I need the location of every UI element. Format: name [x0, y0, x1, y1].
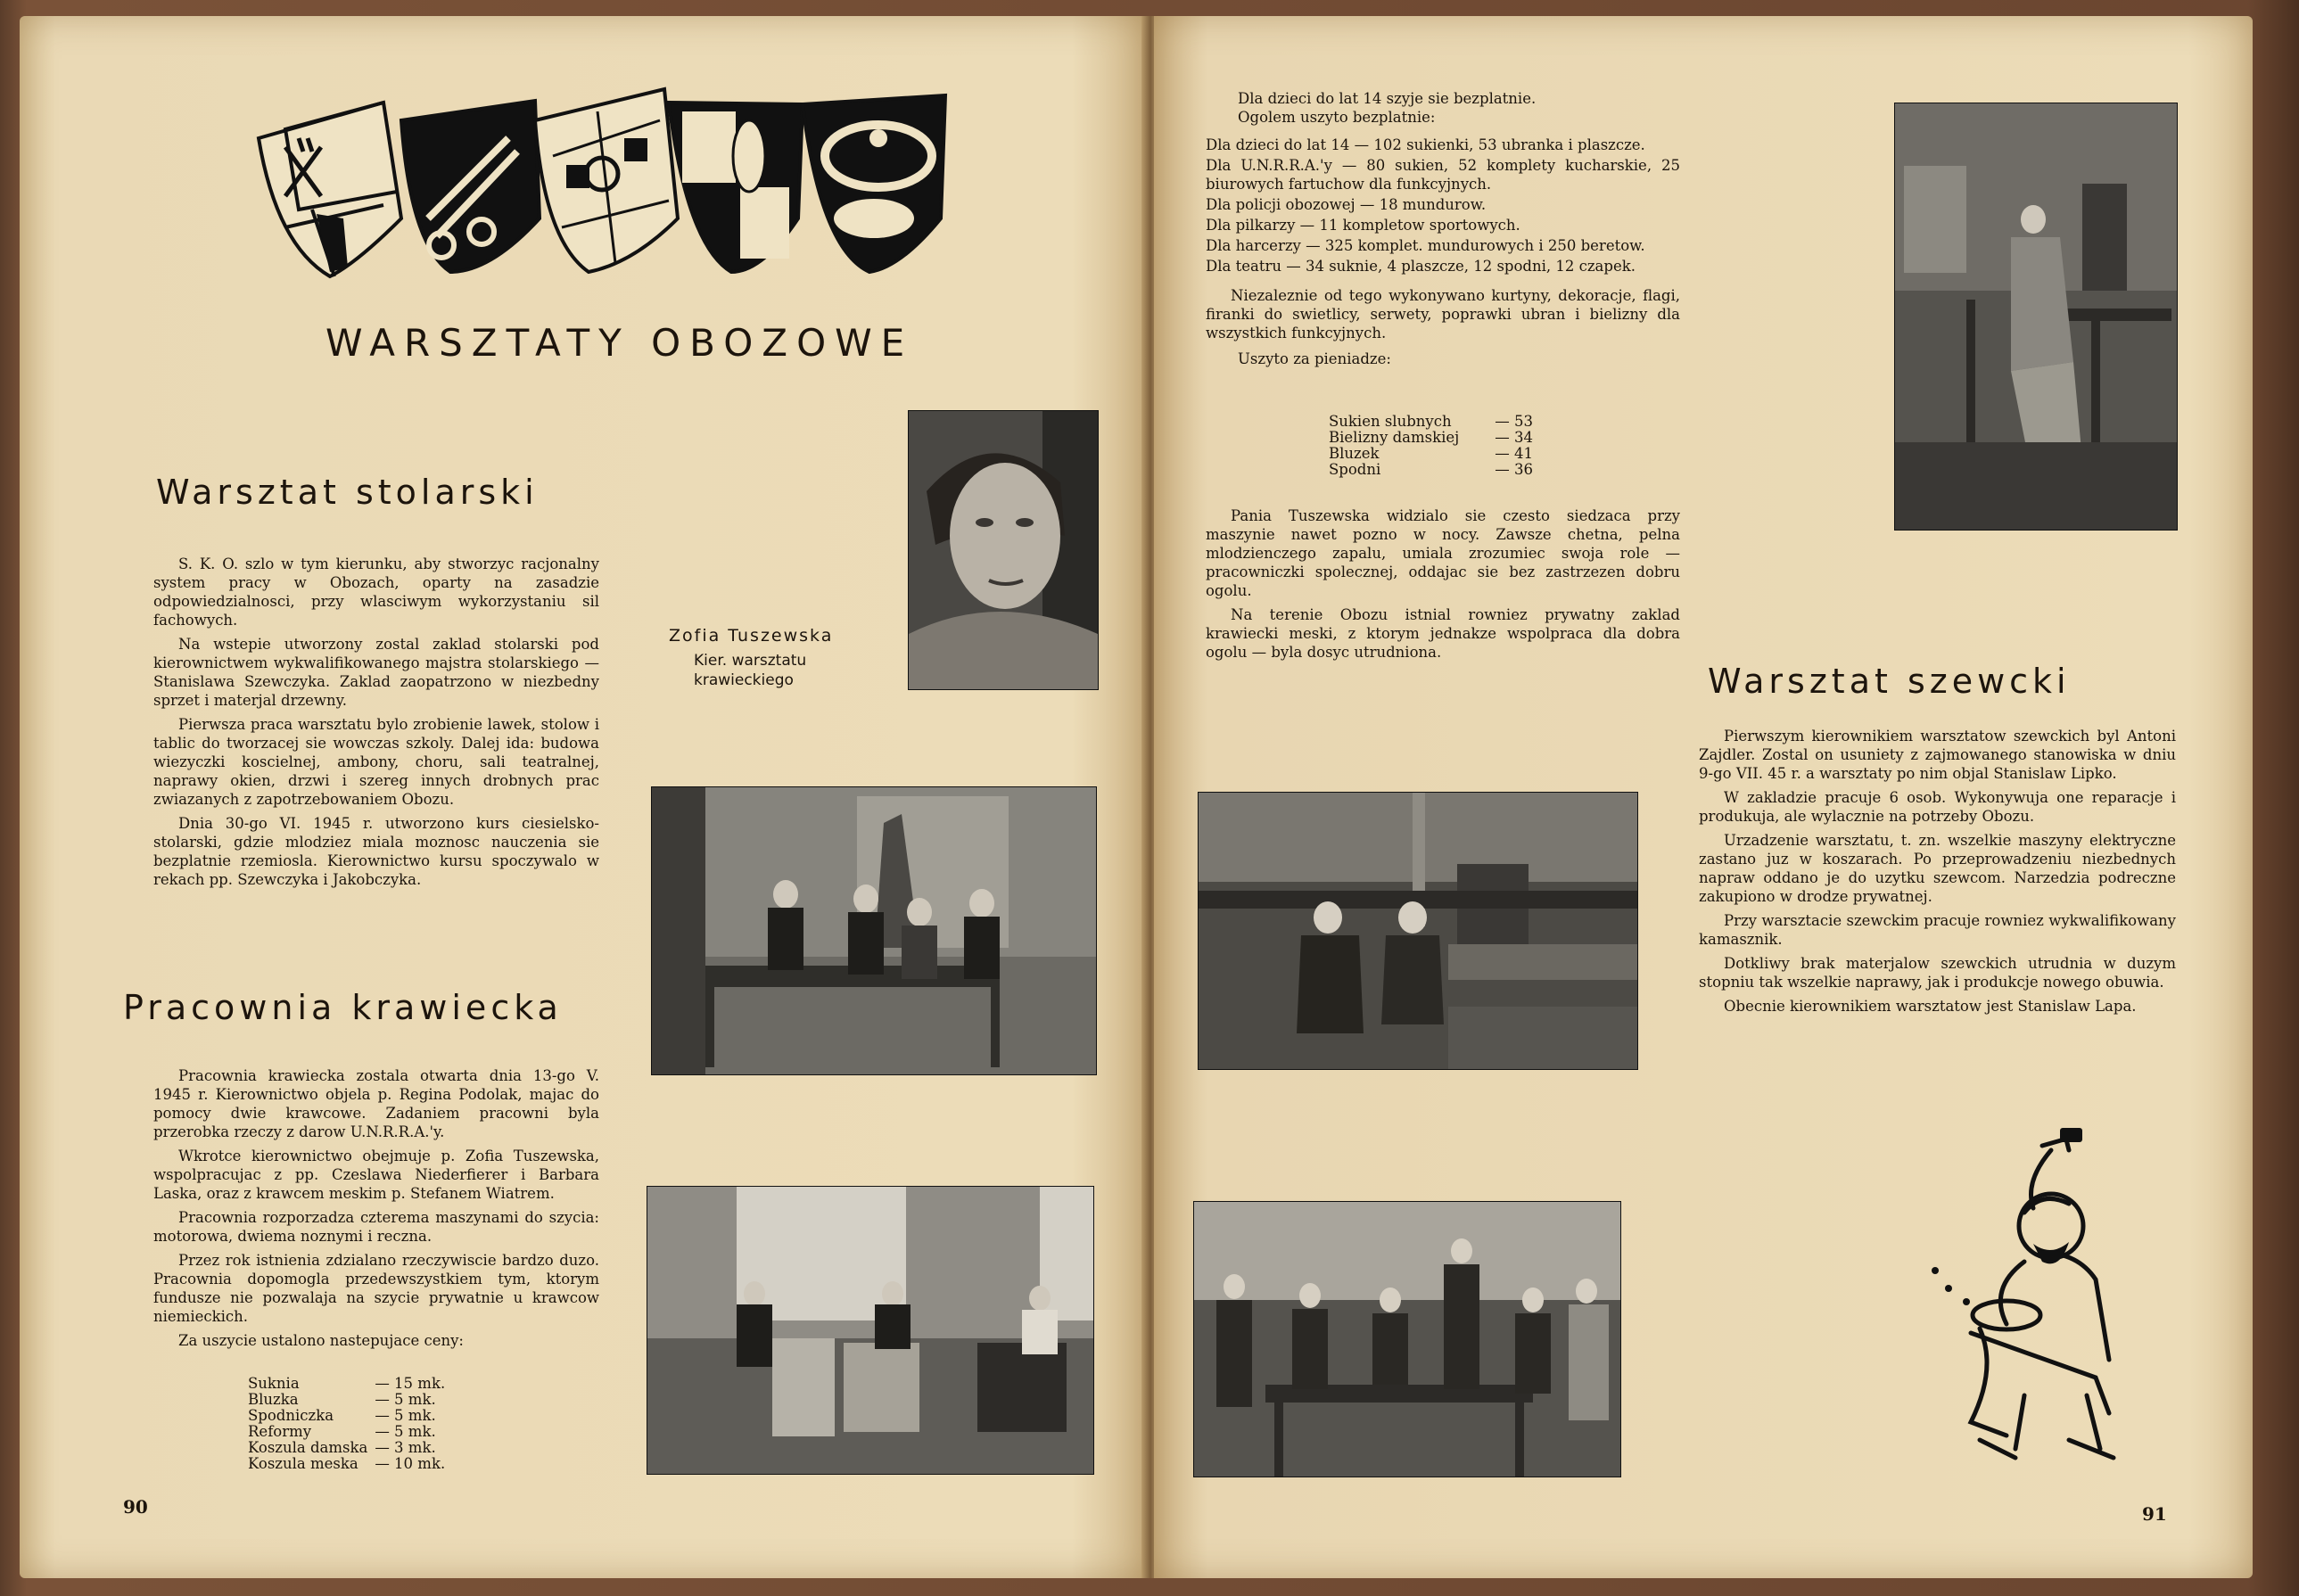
page-number-left: 90 — [123, 1496, 148, 1518]
paragraph: Na terenie Obozu istnial rowniez prywatny zaklad krawiecki meski, z ktorym jednakze wspolpraca dla dobra ogolu — byla dosyc utrudniona. — [1206, 606, 1680, 661]
paragraph: Przez rok istnienia zdzialano rzeczywiscie bardzo duzo. Pracownia dopomogla przedewszystkiem tym, ktorym fundusze nie pozwalaja na szycie prywatnie u krawcow niemieckich. — [153, 1252, 599, 1325]
portrait-caption-role-line1: Kier. warsztatu — [694, 652, 807, 670]
intro-line: Ogolem uszyto bezplatnie: — [1238, 109, 1436, 126]
paragraph: Niezaleznie od tego wykonywano kurtyny, dekoracje, flagi, firanki do swietlicy, serwety, poprawki ubran i bielizny dla wszystkich funkcyjnych. — [1206, 287, 1680, 341]
paragraph: Pracownia rozporzadza czterema maszynami do szycia: motorowa, dwiema noznymi i reczna. — [153, 1209, 599, 1245]
paragraph: Dotkliwy brak materjalow szewckich utrudnia w duzym stopniu tak wszelkie naprawy, jak i produkcje nowego obuwia. — [1699, 955, 2176, 991]
portrait-caption-role-line2: krawieckiego — [694, 671, 794, 689]
cobbler-cartoon-illustration — [1917, 1128, 2167, 1467]
paragraph: W zakladzie pracuje 6 osob. Wykonywuja one reparacje i produkuja, ale wylacznie na potrzeby Obozu. — [1699, 789, 2176, 825]
list-item: Bluzka — 5 mk. — [248, 1391, 436, 1408]
list-item: Dla dzieci do lat 14 — 102 sukienki, 53 ubranka i plaszcze. — [1206, 136, 1645, 153]
paragraph: Obecnie kierownikiem warsztatow jest Stanislaw Lapa. — [1724, 998, 2137, 1015]
paragraph: Urzadzenie warsztatu, t. zn. wszelkie maszyny elektryczne zastano juz w koszarach. Po przeprowadzeniu niezbednych napraw oddano je do uzytku szewcom. Narzedzia podreczne zakupiono w drodze prywatnej. — [1699, 832, 2176, 905]
photo-shoemakers-workshop-interior — [1198, 792, 1638, 1070]
paragraph: Wkrotce kierownictwo obejmuje p. Zofia Tuszewska, wspolpracujac z pp. Czeslawa Niederfierer i Barbara Laska, oraz z krawcem meskim p. Stefanem Wiatrem. — [153, 1148, 599, 1202]
guild-coats-of-arms-illustration — [250, 85, 963, 281]
section-stolarski-text — [153, 555, 599, 894]
section-szewcki-text — [1699, 727, 2176, 1021]
section-krawiecka-text — [153, 1066, 599, 1355]
list-item: Sukien slubnych — 53 — [1329, 413, 1534, 430]
list-item: Suknia — 15 mk. — [248, 1375, 446, 1392]
list-item: Dla harcerzy — 325 komplet. mundurowych i 250 beretow. — [1206, 237, 1645, 254]
list-item: Dla policji obozowej — 18 mundurow. — [1206, 196, 1487, 213]
paragraph: Pierwszym kierownikiem warsztatow szewckich byl Antoni Zajdler. Zostal on usuniety z zajmowanego stanowiska w dniu 9-go VII. 45 r. a warsztaty po nim objal Stanislaw Lipko. — [1699, 728, 2176, 782]
heading-warsztat-szewcki: Warsztat szewcki — [1708, 662, 2071, 701]
list-item: Reformy — 5 mk. — [248, 1423, 436, 1440]
heading-pracownia-krawiecka: Pracownia krawiecka — [123, 988, 563, 1027]
photo-tailoring-workshop — [647, 1186, 1094, 1475]
paragraph: Pania Tuszewska widzialo sie czesto siedzaca przy maszynie nawet pozno w nocy. Zawsze chetna, pelna mlodzienczego zapalu, umiala zrozumiec swoja role — pracowniczki spolecznej, oddajac sie bez zastrzezen dobru ogolu. — [1206, 507, 1680, 599]
price-list — [248, 1376, 452, 1472]
paragraph: Na wstepie utworzony zostal zaklad stolarski pod kierownictwem wykwalifikowanego majstra stolarskiego — Stanislawa Szewczyka. Zaklad zaopatrzono w niezbedny sprzet i materjal drzewny. — [153, 636, 599, 709]
intro-line: Dla dzieci do lat 14 szyje sie bezplatnie. — [1238, 90, 1537, 107]
paid-items-list — [1329, 414, 1540, 478]
portrait-caption-name: Zofia Tuszewska — [669, 626, 834, 646]
paragraph: Za uszycie ustalono nastepujace ceny: — [178, 1332, 464, 1349]
list-item: Dla pilkarzy — 11 kompletow sportowych. — [1206, 217, 1520, 234]
page-number-right: 91 — [2142, 1503, 2167, 1525]
list-item: Bielizny damskiej — 34 — [1329, 429, 1534, 446]
paragraph: S. K. O. szlo w tym kierunku, aby stworzyc racjonalny system pracy w Obozach, oparty na zasadzie odpowiedzialnosci, przy wlasciwym wykorzystaniu sil fachowych. — [153, 555, 599, 629]
paragraph: Pierwsza praca warsztatu bylo zrobienie lawek, stolow i tablic do tworzacej sie wowczas szkoly. Dalej ida: budowa wiezyczki koscielnej, ambony, choru, sali teatralnej, naprawy okien, drzwi i szereg innych drobnych prac zwiazanych z zapotrzebowaniem Obozu. — [153, 716, 599, 808]
photo-carpentry-workshop — [651, 786, 1097, 1075]
list-item: Koszula meska — 10 mk. — [248, 1455, 446, 1472]
list-item: Bluzek — 41 — [1329, 445, 1534, 462]
list-item: Dla teatru — 34 suknie, 4 plaszcze, 12 spodni, 12 czapek. — [1206, 258, 1636, 275]
portrait-photo-zofia-tuszewska — [908, 410, 1099, 690]
list-item: Spodniczka — 5 mk. — [248, 1407, 436, 1424]
heading-warsztat-stolarski: Warsztat stolarski — [156, 473, 539, 512]
closing-text — [1206, 506, 1680, 667]
paragraph: Dnia 30-go VI. 1945 r. utworzono kurs ciesielsko-stolarski, gdzie mlodziez miala moznosc nauczenia sie bezplatnie rzemiosla. Kierownictwo kursu spoczywalo w rekach pp. Szewczyka i Jakobczyka. — [153, 815, 599, 888]
photo-shoemakers-group — [1193, 1201, 1621, 1477]
list-item: Dla U.N.R.R.A.'y — 80 sukien, 52 komplety kucharskie, 25 biurowych fartuchow dla funkcyjnych. — [1206, 157, 1680, 193]
paragraph: Pracownia krawiecka zostala otwarta dnia 13-go V. 1945 r. Kierownictwo objela p. Regina Podolak, majac do pomocy dwie krawcowe. Zadaniem pracowni byla przerobka rzeczy z darow U.N.R.R.A.'y. — [153, 1067, 599, 1140]
free-sewing-list — [1206, 89, 1680, 368]
list-item: Koszula damska — 3 mk. — [248, 1439, 436, 1456]
photo-shoemaker-at-bench — [1894, 103, 2178, 531]
page-title: WARSZTATY OBOZOWE — [325, 321, 914, 365]
paid-intro: Uszyto za pieniadze: — [1238, 350, 1391, 367]
paragraph: Przy warsztacie szewckim pracuje rowniez wykwalifikowany kamasznik. — [1699, 912, 2176, 948]
list-item: Spodni — 36 — [1329, 461, 1534, 478]
